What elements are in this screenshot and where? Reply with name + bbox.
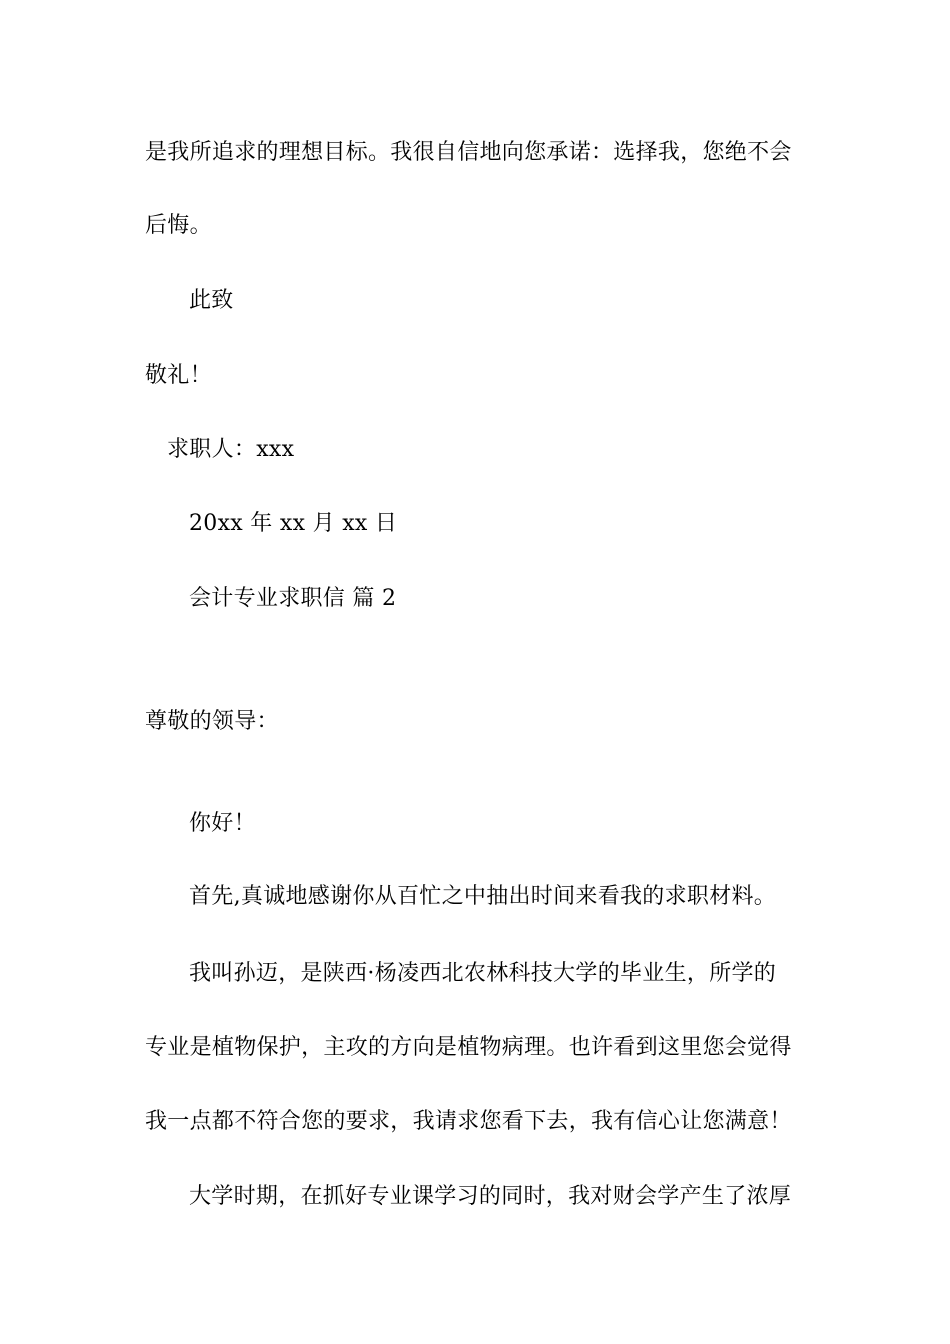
letter-greeting: 尊敬的领导：: [145, 709, 279, 734]
paragraph-continuation: 是我所追求的理想目标。我很自信地向您承诺：选择我，您绝不会: [145, 140, 792, 165]
paragraph-line: 首先,真诚地感谢你从百忙之中抽出时间来看我的求职材料。: [189, 884, 777, 909]
letter-date: 20xx 年 xx 月 xx 日: [189, 511, 398, 536]
closing-salutation: 此致: [189, 288, 234, 313]
applicant-signature: 求职人：xxx: [167, 437, 295, 462]
paragraph-continuation: 后悔。: [145, 213, 212, 238]
paragraph-line: 我叫孙迈，是陕西·杨凌西北农林科技大学的毕业生，所学的: [189, 961, 777, 986]
closing-regards: 敬礼！: [145, 363, 212, 388]
paragraph-line: 专业是植物保护，主攻的方向是植物病理。也许看到这里您会觉得: [145, 1035, 792, 1060]
paragraph-line: 我一点都不符合您的要求，我请求您看下去，我有信心让您满意！: [145, 1109, 792, 1134]
section-title: 会计专业求职信 篇 2: [189, 586, 397, 611]
paragraph-line: 大学时期，在抓好专业课学习的同时，我对财会学产生了浓厚: [189, 1184, 792, 1209]
greeting-hello: 你好！: [189, 811, 256, 836]
